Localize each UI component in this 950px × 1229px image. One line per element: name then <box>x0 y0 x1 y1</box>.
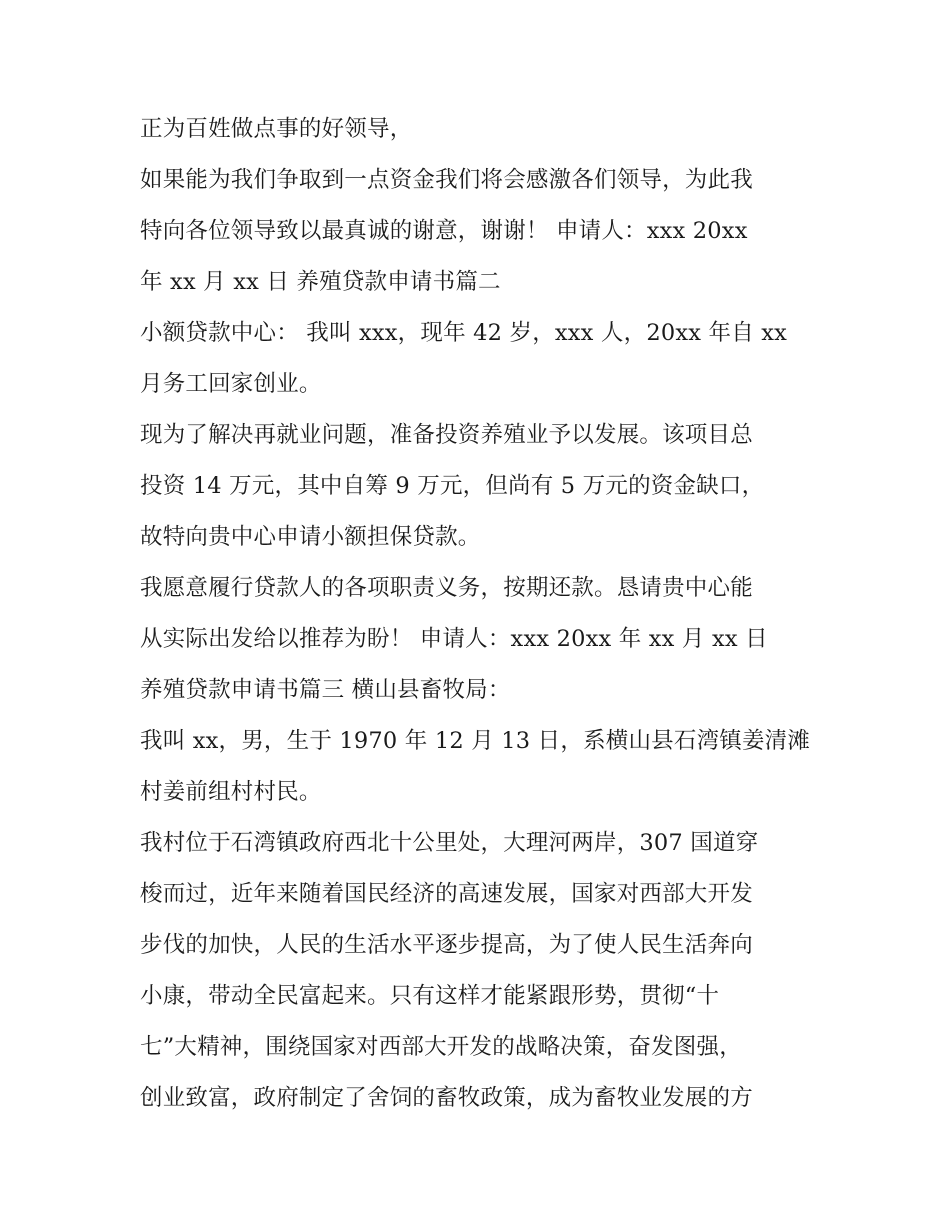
text-line-11: 从实际出发给以推荐为盼！ 申请人：xxx 20xx 年 xx 月 xx 日 <box>140 626 768 652</box>
text-line-19: 七”大精神，围绕国家对西部大开发的战略决策，奋发图强， <box>140 1034 742 1060</box>
text-line-10: 我愿意履行贷款人的各项职责义务，按期还款。恳请贵中心能 <box>140 575 753 601</box>
text-line-3: 特向各位领导致以最真诚的谢意，谢谢！ 申请人：xxx 20xx <box>140 218 748 244</box>
text-line-7: 现为了解决再就业问题，准备投资养殖业予以发展。该项目总 <box>140 422 753 448</box>
text-line-14: 村姜前组村村民。 <box>140 779 322 805</box>
text-line-1: 正为百姓做点事的好领导， <box>140 116 413 142</box>
text-line-20: 创业致富，政府制定了舍饲的畜牧政策，成为畜牧业发展的方 <box>140 1085 753 1111</box>
text-line-6: 月务工回家创业。 <box>140 371 322 397</box>
text-line-13: 我叫 xx，男，生于 1970 年 12 月 13 日，系横山县石湾镇姜清滩 <box>140 728 811 754</box>
text-line-4: 年 xx 月 xx 日 养殖贷款申请书篇二 <box>140 269 501 295</box>
text-line-18: 小康，带动全民富起来。只有这样才能紧跟形势，贯彻“十 <box>140 983 720 1009</box>
text-line-17: 步伐的加快，人民的生活水平逐步提高，为了使人民生活奔向 <box>140 932 753 958</box>
document-body <box>140 104 830 1124</box>
text-line-12: 养殖贷款申请书篇三 横山县畜牧局： <box>140 677 511 703</box>
text-line-15: 我村位于石湾镇政府西北十公里处，大理河两岸，307 国道穿 <box>140 830 759 856</box>
text-line-8: 投资 14 万元，其中自筹 9 万元，但尚有 5 万元的资金缺口， <box>140 473 765 499</box>
text-line-5: 小额贷款中心： 我叫 xxx，现年 42 岁，xxx 人，20xx 年自 xx <box>140 320 788 346</box>
text-line-2: 如果能为我们争取到一点资金我们将会感激各们领导，为此我 <box>140 167 753 193</box>
text-line-16: 梭而过，近年来随着国民经济的高速发展，国家对西部大开发 <box>140 881 753 907</box>
text-line-9: 故特向贵中心申请小额担保贷款。 <box>140 524 481 550</box>
